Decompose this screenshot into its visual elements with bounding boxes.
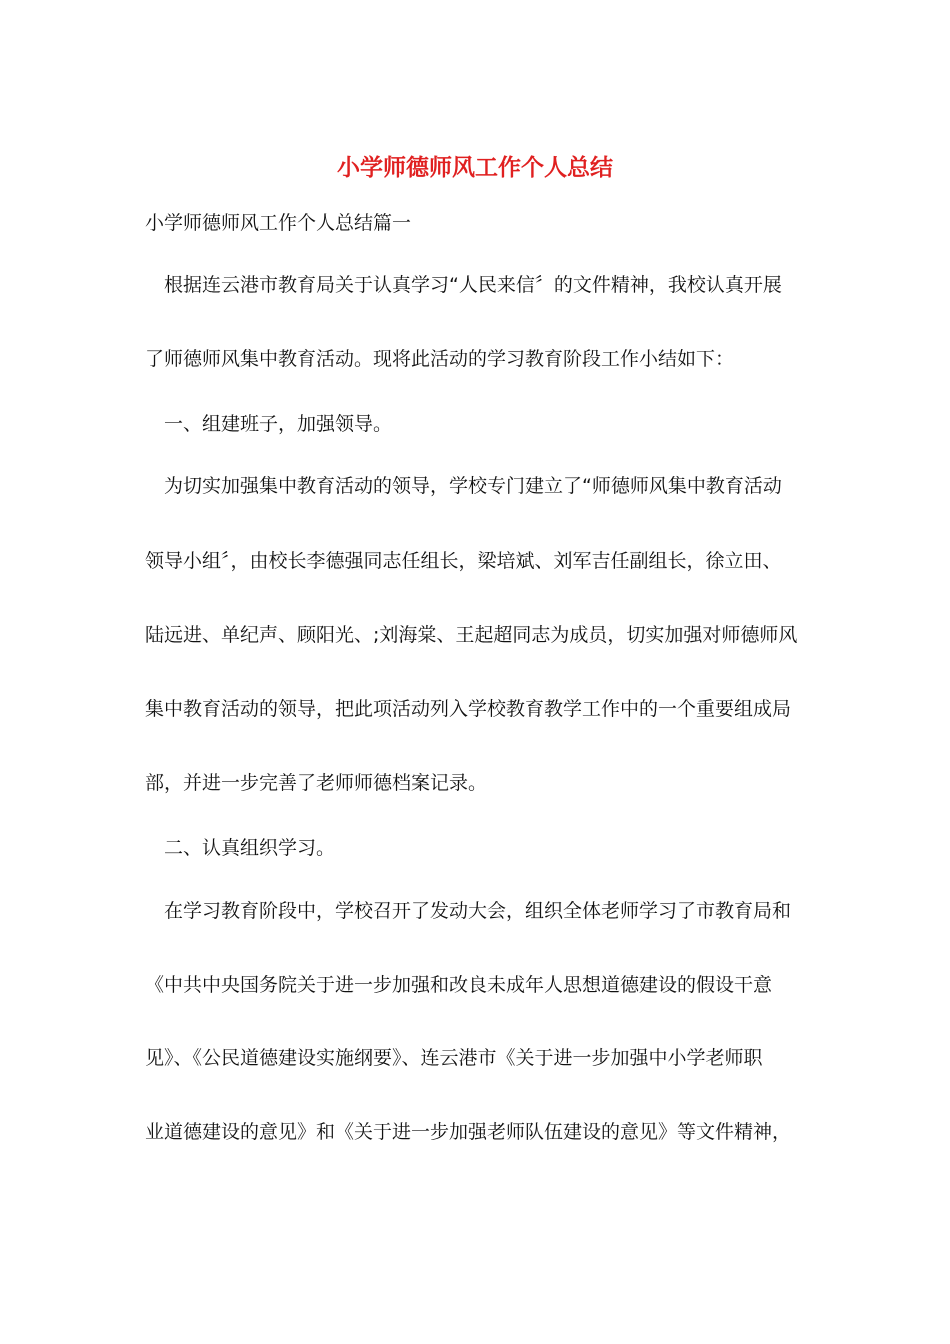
paragraph-line: 领导小组〞，由校长李德强同志任组长，梁培斌、刘军吉任副组长，徐立田、 xyxy=(145,550,782,572)
section-heading: 小学师德师风工作个人总结篇一 xyxy=(145,212,412,234)
paragraph-line: 了师德师风集中教育活动。现将此活动的学习教育阶段工作小结如下： xyxy=(145,348,735,370)
subheading: 二、认真组织学习。 xyxy=(164,837,336,859)
paragraph-line: 业道德建设的意见》和《关于进一步加强老师队伍建设的意见》等文件精神， xyxy=(145,1121,792,1143)
paragraph-line: 部，并进一步完善了老师师德档案记录。 xyxy=(145,772,488,794)
document-title: 小学师德师风工作个人总结 xyxy=(337,154,613,181)
paragraph-line: 根据连云港市教育局关于认真学习“人民来信〞的文件精神，我校认真开展 xyxy=(164,274,782,296)
paragraph-line: 见》、《公民道德建设实施纲要》、连云港市《关于进一步加强中小学老师职 xyxy=(145,1047,763,1069)
paragraph-line: 集中教育活动的领导，把此项活动列入学校教育教学工作中的一个重要组成局 xyxy=(145,698,792,720)
paragraph-line: 在学习教育阶段中，学校召开了发动大会，组织全体老师学习了市教育局和 xyxy=(164,900,792,922)
paragraph-line: 为切实加强集中教育活动的领导，学校专门建立了“师德师风集中教育活动 xyxy=(164,475,782,497)
paragraph-line: 陆远进、单纪声、顾阳光、;刘海棠、王起超同志为成员，切实加强对师德师风 xyxy=(145,624,798,646)
paragraph-line: 《中共中央国务院关于进一步加强和改良未成年人思想道德建设的假设干意 xyxy=(145,974,773,996)
subheading: 一、组建班子，加强领导。 xyxy=(164,413,393,435)
